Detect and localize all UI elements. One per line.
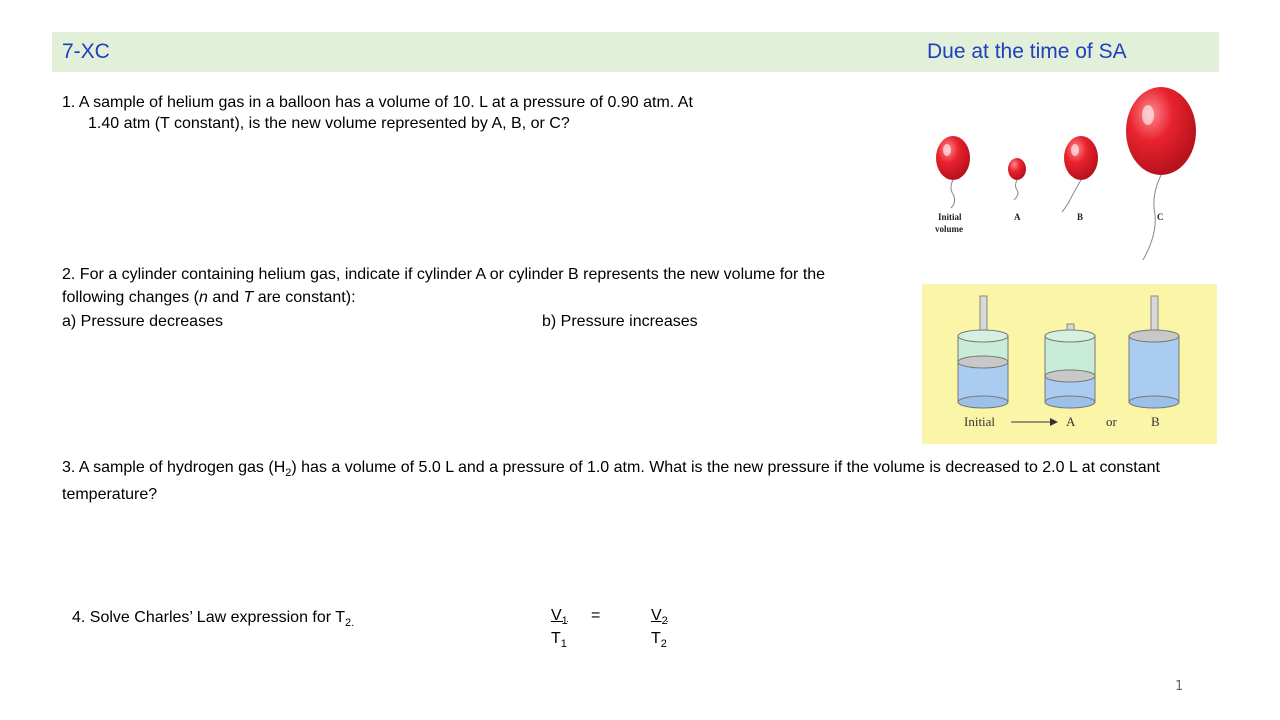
option-a: a) Pressure decreases <box>62 313 223 330</box>
cylinder-a <box>1045 324 1095 408</box>
label-initial-line-2: volume <box>935 224 963 234</box>
arrow-head-icon <box>1050 418 1058 426</box>
question-3: 3. A sample of hydrogen gas $(H_2)$ has a volume of 5.0 L and a pressure of 1.0 atm. What is the new pressure if the volume is decreased to 2.0 L at constant temperature? <box>62 459 1160 504</box>
equals-sign: = <box>591 607 601 624</box>
label-c: C <box>1157 212 1164 222</box>
label-initial-line-1: Initial <box>938 212 962 222</box>
v2-numerator: $V_2$ <box>651 607 668 628</box>
question-1-line-1: 1. A sample of helium gas in a balloon has a volume of 10. L at a pressure of 0.90 atm. At <box>62 94 693 111</box>
cylinder-initial <box>958 296 1008 408</box>
cyl-label-initial: Initial <box>964 414 996 429</box>
question-4: 4. Solve Charles’ Law expression for $T_{2.}$ <box>72 609 355 630</box>
balloon-b <box>1062 136 1098 212</box>
question-2: 2. For a cylinder containing helium gas, indicate if cylinder A or cylinder B represents the new volume for the following changes (n and T are constant): <box>62 266 826 306</box>
header-bar <box>52 32 1219 72</box>
option-b: b) Pressure increases <box>542 313 698 330</box>
cyl-label-b: B <box>1151 414 1160 429</box>
t2-denominator: $T_2$ <box>651 630 667 651</box>
question-1-line-2: 1.40 atm (T constant), is the new volume represented by A, B, or C? <box>88 115 570 132</box>
due-note: Due at the time of SA <box>927 40 1127 63</box>
balloon-a <box>1008 158 1026 200</box>
balloon-c <box>1126 87 1196 260</box>
balloon-initial <box>936 136 970 208</box>
question-1 <box>62 92 842 134</box>
cylinders-figure <box>922 284 1217 444</box>
assignment-code: 7-XC <box>62 40 110 63</box>
t1-denominator: $T_1$ <box>551 630 567 651</box>
cyl-label-a: A <box>1066 414 1076 429</box>
question-2-options <box>62 313 698 331</box>
v1-numerator: $V_1$ <box>551 607 568 628</box>
balloons-figure <box>920 82 1210 262</box>
label-b: B <box>1077 212 1084 222</box>
page-number: 1 <box>1175 679 1184 694</box>
cyl-label-or: or <box>1106 414 1117 429</box>
cylinder-b <box>1129 296 1179 408</box>
label-a: A <box>1014 212 1021 222</box>
